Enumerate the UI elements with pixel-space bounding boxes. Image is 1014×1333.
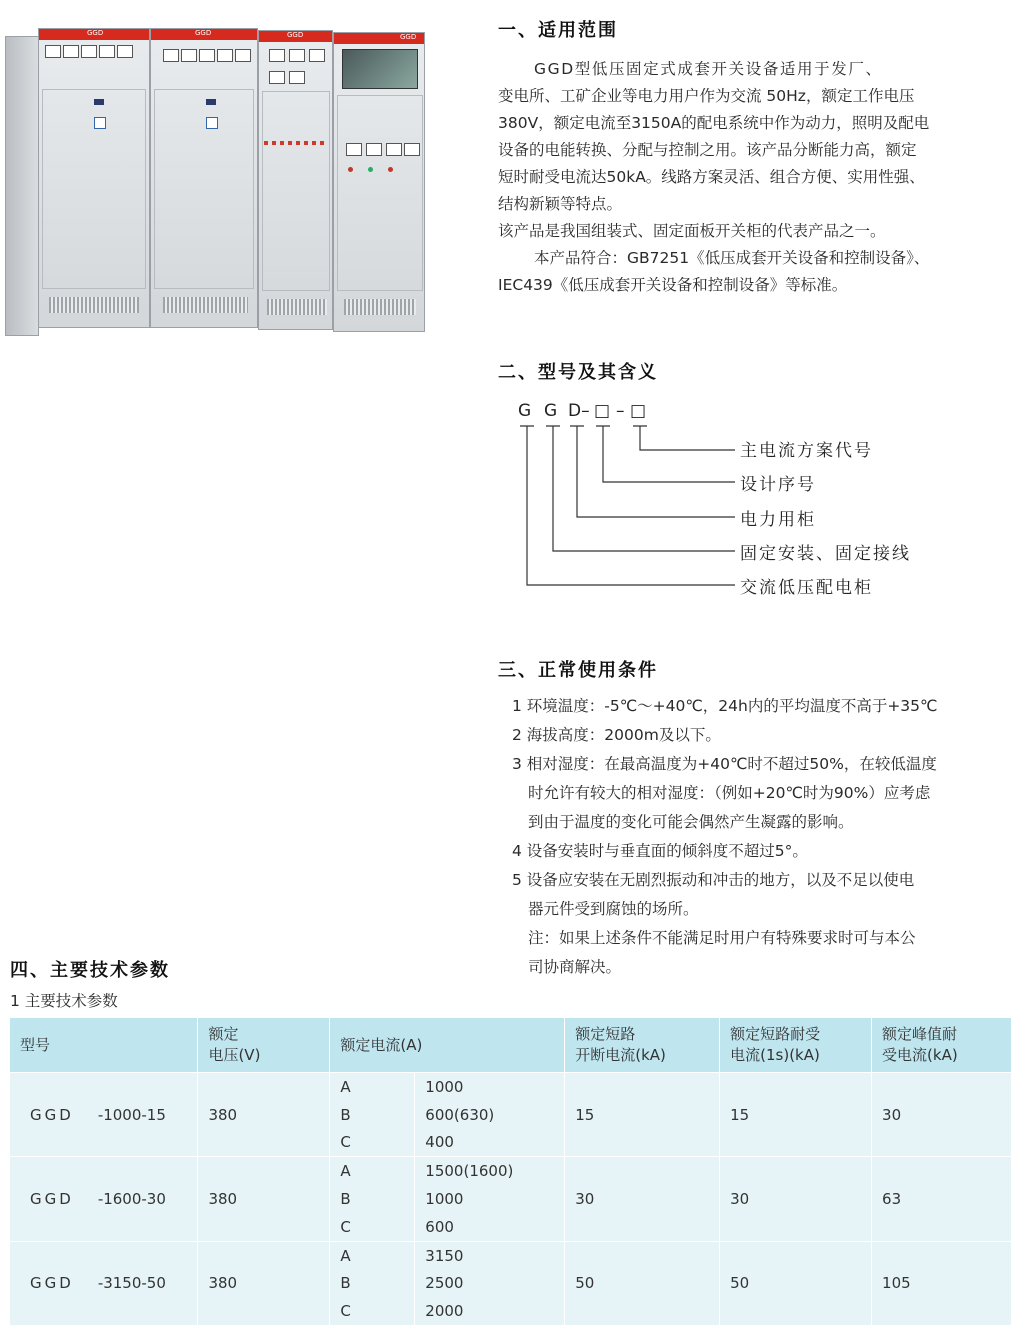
cell-grade: C <box>330 1297 415 1325</box>
condition-line: 时允许有较大的相对湿度：（例如+20℃时为90%）应考虑 <box>528 784 931 802</box>
cell-current: 600(630) <box>415 1101 565 1129</box>
body-line: IEC439《低压成套开关设备和控制设备》等标准。 <box>498 276 848 294</box>
cell-grade: C <box>330 1129 415 1157</box>
spec-table <box>10 1018 1012 1325</box>
body-line: 结构新颖等特点。 <box>498 195 623 213</box>
th-peak: 额定峰值耐 受电流(kA) <box>872 1018 1012 1073</box>
cabinet-label: GGD <box>400 33 417 41</box>
cell-current: 3150 <box>415 1241 565 1269</box>
cell-peak: 63 <box>872 1157 1012 1241</box>
cell-grade: C <box>330 1213 415 1241</box>
cabinet-2 <box>150 28 258 328</box>
cell-grade: B <box>330 1101 415 1129</box>
conditions-list <box>512 692 1012 982</box>
body-line: GGD型低压固定式成套开关设备适用于发厂、 <box>534 60 883 78</box>
cell-model: GGD -3150-50 <box>10 1241 198 1325</box>
cell-break: 50 <box>565 1241 720 1325</box>
cabinet-label: GGD <box>195 29 212 37</box>
code-label-5: 交流低压配电柜 <box>740 578 873 598</box>
section4-subtitle: 1 主要技术参数 <box>10 992 118 1010</box>
cell-model: GGD -1000-15 <box>10 1073 198 1157</box>
cell-grade: B <box>330 1270 415 1298</box>
code-label-1: 主电流方案代号 <box>740 441 873 461</box>
code-char: G <box>544 401 558 421</box>
condition-line: 司协商解决。 <box>528 958 622 976</box>
body-line: 该产品是我国组装式、固定面板开关柜的代表产品之一。 <box>498 222 886 240</box>
cell-short: 50 <box>720 1241 872 1325</box>
cell-short: 30 <box>720 1157 872 1241</box>
cell-current: 2500 <box>415 1270 565 1298</box>
section1-title: 一、适用范围 <box>498 20 618 41</box>
cell-current: 1500(1600) <box>415 1157 565 1185</box>
body-line: 变电所、工矿企业等电力用户作为交流 50Hz，额定工作电压 <box>498 87 915 105</box>
code-label-4: 固定安装、固定接线 <box>740 544 911 564</box>
body-line: 短时耐受电流达50kA。线路方案灵活、组合方便、实用性强、 <box>498 168 925 186</box>
code-char: – <box>616 401 625 421</box>
cell-voltage: 380 <box>198 1073 330 1157</box>
cell-short: 15 <box>720 1073 872 1157</box>
cell-break: 15 <box>565 1073 720 1157</box>
model-code-diagram <box>515 420 745 590</box>
cabinet-label: GGD <box>287 31 304 39</box>
table-header-row <box>10 1018 1012 1073</box>
cabinet-3 <box>258 30 333 330</box>
body-line: 设备的电能转换、分配与控制之用。该产品分断能力高，额定 <box>498 141 917 159</box>
code-char: □ <box>630 401 647 421</box>
table-row <box>10 1073 1012 1101</box>
cell-voltage: 380 <box>198 1241 330 1325</box>
code-label-3: 电力用柜 <box>740 510 816 530</box>
cell-peak: 30 <box>872 1073 1012 1157</box>
code-char: D– <box>568 401 590 421</box>
body-line: 本产品符合：GB7251《低压成套开关设备和控制设备》、 <box>534 249 930 267</box>
table-row <box>10 1157 1012 1185</box>
condition-line: 注：如果上述条件不能满足时用户有特殊要求时可与本公 <box>528 929 916 947</box>
section1-body <box>498 56 1008 299</box>
cell-grade: B <box>330 1185 415 1213</box>
th-short: 额定短路耐受 电流(1s)(kA) <box>720 1018 872 1073</box>
condition-line: 到由于温度的变化可能会偶然产生凝露的影响。 <box>528 813 854 831</box>
cabinet-1 <box>38 28 150 328</box>
condition-line: 3 相对湿度：在最高温度为+40℃时不超过50%，在较低温度 <box>512 755 937 773</box>
condition-line: 器元件受到腐蚀的场所。 <box>528 900 699 918</box>
condition-line: 1 环境温度：-5℃～+40℃，24h内的平均温度不高于+35℃ <box>512 697 938 715</box>
cell-model: GGD -1600-30 <box>10 1157 198 1241</box>
cell-current: 1000 <box>415 1185 565 1213</box>
th-model: 型号 <box>10 1018 198 1073</box>
product-photo <box>5 22 435 340</box>
table-row <box>10 1241 1012 1269</box>
cell-current: 2000 <box>415 1297 565 1325</box>
cell-peak: 105 <box>872 1241 1012 1325</box>
code-label-2: 设计序号 <box>740 475 816 495</box>
cell-break: 30 <box>565 1157 720 1241</box>
cell-voltage: 380 <box>198 1157 330 1241</box>
cabinet-side-panel <box>5 36 39 336</box>
cell-current: 400 <box>415 1129 565 1157</box>
cell-grade: A <box>330 1241 415 1269</box>
cell-grade: A <box>330 1073 415 1101</box>
cell-current: 600 <box>415 1213 565 1241</box>
th-voltage: 额定 电压(V) <box>198 1018 330 1073</box>
condition-line: 2 海拔高度：2000m及以下。 <box>512 726 721 744</box>
condition-line: 5 设备应安装在无剧烈振动和冲击的地方，以及不足以使电 <box>512 871 915 889</box>
code-char: □ <box>594 401 611 421</box>
cabinet-4 <box>333 32 425 332</box>
cabinet-label: GGD <box>87 29 104 37</box>
code-char: G <box>518 401 532 421</box>
section2-title: 二、型号及其含义 <box>498 362 658 383</box>
th-current: 额定电流(A) <box>330 1018 565 1073</box>
body-line: 380V，额定电流至3150A的配电系统中作为动力，照明及配电 <box>498 114 930 132</box>
section3-title: 三、正常使用条件 <box>498 660 658 681</box>
section4-title: 四、主要技术参数 <box>10 960 170 981</box>
th-break: 额定短路 开断电流(kA) <box>565 1018 720 1073</box>
condition-line: 4 设备安装时与垂直面的倾斜度不超过5°。 <box>512 842 808 860</box>
cell-current: 1000 <box>415 1073 565 1101</box>
cell-grade: A <box>330 1157 415 1185</box>
